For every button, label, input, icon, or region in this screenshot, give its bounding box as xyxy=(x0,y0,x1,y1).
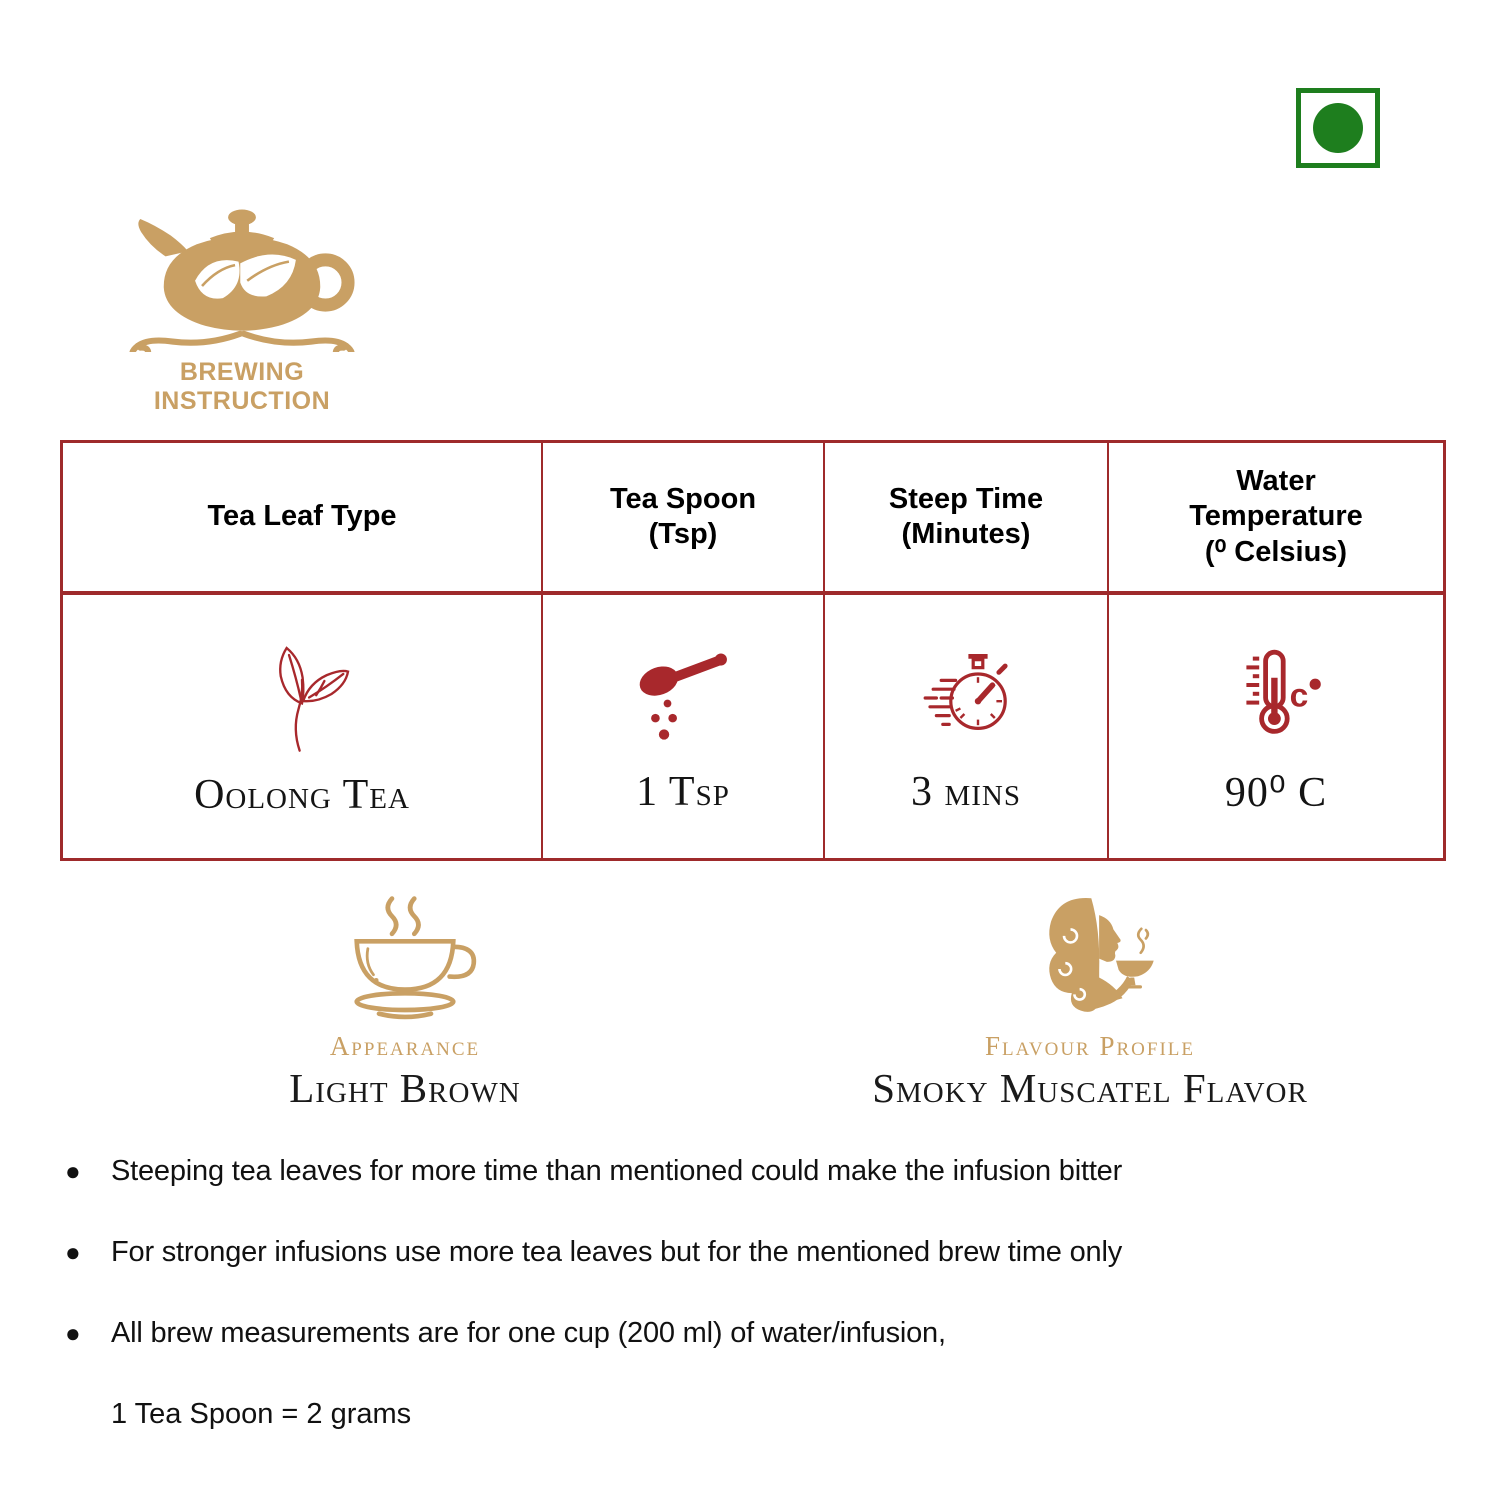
flavour-profile-section xyxy=(840,893,1340,1112)
teapot-logo-icon xyxy=(108,206,376,352)
cell-water-temperature xyxy=(1107,591,1443,858)
note-text: Steeping tea leaves for more time than mentioned could make the infusion bitter xyxy=(111,1155,1123,1187)
bullet-icon: ● xyxy=(65,1156,81,1186)
list-item xyxy=(65,1317,1395,1349)
bullet-icon: ● xyxy=(65,1318,81,1348)
footnote: 1 Tea Spoon = 2 grams xyxy=(111,1398,412,1430)
brand-title: BREWING INSTRUCTION xyxy=(153,358,331,415)
appearance-value: Light Brown xyxy=(289,1065,521,1111)
note-text: All brew measurements are for one cup (200 ml) of water/infusion, xyxy=(111,1317,946,1349)
teacup-icon xyxy=(320,893,490,1023)
tea-leaf-type-value: Oolong Tea xyxy=(194,771,410,818)
cell-steep-time xyxy=(823,591,1107,858)
cell-tea-leaf-type xyxy=(63,591,541,858)
tea-leaf-icon xyxy=(254,635,350,753)
header-tea-leaf-type: Tea Leaf Type xyxy=(207,500,397,533)
water-temperature-value: 90⁰ C xyxy=(1224,769,1328,816)
vegetarian-mark-icon xyxy=(1296,88,1380,168)
svg-text:c: c xyxy=(1289,677,1309,715)
header-tea-spoon: Tea Spoon (Tsp) xyxy=(541,443,823,591)
steep-time-value: 3 mins xyxy=(910,768,1021,815)
bullet-icon: ● xyxy=(65,1237,81,1267)
flavour-profile-title: Flavour Profile xyxy=(985,1031,1195,1061)
tea-spoon-icon xyxy=(631,638,735,750)
note-text: For stronger infusions use more tea leaves but for the mentioned brew time only xyxy=(111,1236,1122,1268)
cell-tea-spoon xyxy=(541,591,823,858)
vegetarian-dot xyxy=(1313,103,1363,153)
list-item xyxy=(65,1236,1395,1268)
appearance-title: Appearance xyxy=(329,1031,481,1061)
thermometer-icon xyxy=(1224,637,1328,749)
brewing-table xyxy=(60,440,1446,861)
header-steep-time: Steep Time (Minutes) xyxy=(823,443,1107,591)
flavour-profile-value: Smoky Muscatel Flavor xyxy=(872,1065,1308,1111)
appearance-section xyxy=(245,893,565,1112)
lady-tea-icon xyxy=(1015,893,1165,1023)
stopwatch-icon xyxy=(914,638,1018,750)
brand-block xyxy=(92,206,392,416)
list-item xyxy=(65,1155,1395,1187)
tea-spoon-value: 1 Tsp xyxy=(636,768,730,815)
header-water-temperature: Water Temperature (⁰ Celsius) xyxy=(1107,443,1443,591)
notes-list xyxy=(65,1155,1395,1431)
